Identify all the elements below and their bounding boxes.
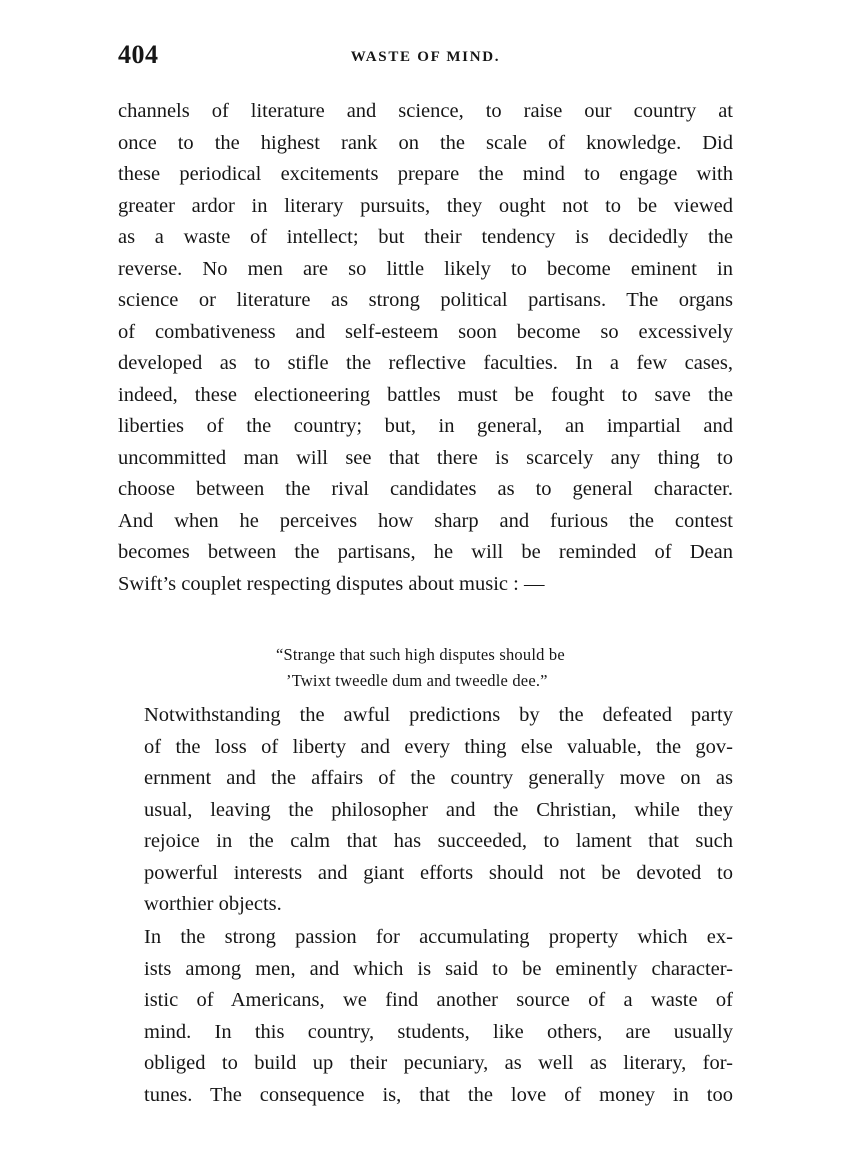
paragraph-line: of combativeness and self-esteem soon become so excessively	[118, 320, 733, 343]
paragraph-line: usual, leaving the philosopher and the Christian, while they	[144, 798, 733, 821]
paragraph-line: obliged to build up their pecuniary, as well as literary, for-	[144, 1052, 733, 1074]
paragraph-line: Swift’s couplet respecting disputes about music : —	[118, 572, 545, 595]
paragraph-line: of the loss of liberty and every thing else valuable, the gov-	[144, 735, 733, 758]
paragraph-line: In the strong passion for accumulating property which ex-	[144, 926, 733, 948]
paragraph-line: mind. In this country, students, like others, are usually	[144, 1020, 733, 1043]
paragraph-line: powerful interests and giant efforts should not be devoted to	[144, 861, 733, 884]
paragraph-line: indeed, these electioneering battles must be fought to save the	[118, 383, 733, 406]
quotation-line-1: “Strange that such high disputes should be	[276, 644, 565, 664]
page-header	[118, 40, 733, 74]
paragraph-line: greater ardor in literary pursuits, they ought not to be viewed	[118, 194, 733, 217]
quotation-line-2: ’Twixt tweedle dum and tweedle dee.”	[286, 670, 548, 690]
paragraph-line: ernment and the affairs of the country generally move on as	[144, 767, 733, 789]
paragraph-line: these periodical excitements prepare the mind to engage with	[118, 163, 733, 185]
quotation	[276, 642, 676, 694]
paragraph-line: Notwithstanding the awful predictions by the defeated party	[144, 704, 733, 726]
paragraph-line: as a waste of intellect; but their tendency is decidedly the	[118, 226, 733, 248]
running-head: WASTE OF MIND.	[350, 49, 501, 65]
paragraph-line: choose between the rival candidates as to general character.	[118, 478, 733, 500]
paragraph-line: tunes. The consequence is, that the love of money in too	[144, 1083, 733, 1106]
paragraph-line: science or literature as strong political partisans. The organs	[118, 289, 733, 311]
paragraph-line: worthier objects.	[144, 893, 282, 915]
paragraph-line: once to the highest rank on the scale of knowledge. Did	[118, 131, 733, 154]
paragraph-1	[118, 96, 733, 600]
paragraph-line: uncommitted man will see that there is scarcely any thing to	[118, 446, 733, 469]
paragraph-line: istic of Americans, we find another source of a waste of	[144, 989, 733, 1011]
paragraph-line: channels of literature and science, to raise our country at	[118, 100, 733, 122]
paragraph-line: liberties of the country; but, in general, an impartial and	[118, 415, 733, 437]
paragraph-line: reverse. No men are so little likely to become eminent in	[118, 257, 733, 280]
paragraph-line: developed as to stifle the reflective faculties. In a few cases,	[118, 352, 733, 374]
page-number: 404	[118, 40, 159, 69]
paragraph-line: rejoice in the calm that has succeeded, to lament that such	[144, 830, 733, 852]
paragraph-line: And when he perceives how sharp and furious the contest	[118, 509, 733, 532]
paragraph-3	[118, 922, 733, 1111]
paragraph-2	[118, 700, 733, 921]
paragraph-line: becomes between the partisans, he will be reminded of Dean	[118, 541, 733, 563]
paragraph-line: ists among men, and which is said to be eminently character-	[144, 957, 733, 980]
